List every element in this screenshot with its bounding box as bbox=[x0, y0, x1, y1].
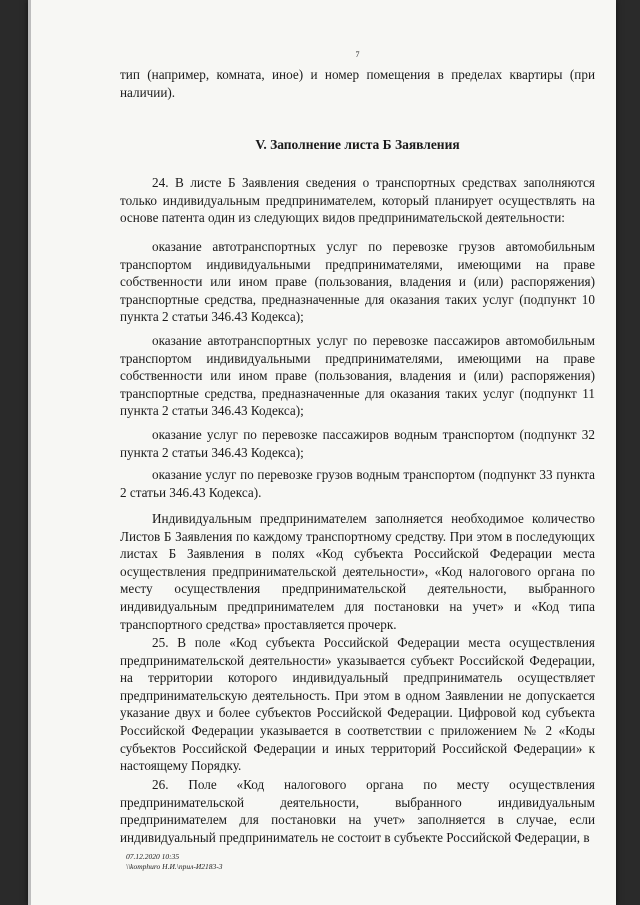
document-page bbox=[28, 0, 616, 905]
footer-timestamp: 07.12.2020 10:35 bbox=[126, 852, 180, 861]
list-item-cargo-water: оказание услуг по перевозке грузов водным транспортом (подпункт 33 пункта 2 статьи 346.43 Кодекса). bbox=[120, 467, 595, 500]
page-number: 7 bbox=[355, 50, 360, 59]
list-item-passenger-water: оказание услуг по перевозке пассажиров водным транспортом (подпункт 32 пункта 2 статьи 346.43 Кодекса); bbox=[120, 427, 595, 460]
paragraph-continuation: тип (например, комната, иное) и номер помещения в пределах квартиры (при наличии). bbox=[120, 67, 595, 100]
list-item-passenger-auto: оказание автотранспортных услуг по перевозке пассажиров автомобильным транспортом индивидуальными предпринимателями, имеющими на праве собственности или ином праве (пользования, владения и (или) распоряжения) транспортные средства, предназначенные для оказания таких услуг (подпункт 11 пункта 2 статьи 346.43 Кодекса); bbox=[120, 333, 595, 419]
footer-file-path: \\komphuro Н.И.\прил-И2183-3 bbox=[126, 862, 223, 871]
page-edge bbox=[28, 0, 31, 905]
paragraph-26: 26. Поле «Код налогового органа по месту осуществления предпринимательской деятельности, выбранного индивидуальным предпринимателем для постановки на учет» заполняется в случае, если индивидуальный предприниматель не состоит в субъекте Российской Федерации, в bbox=[120, 777, 595, 845]
paragraph-individual-entrepreneur: Индивидуальным предпринимателем заполняется необходимое количество Листов Б Заявления по каждому транспортному средству. При этом в последующих листах Б Заявления в полях «Код субъекта Российской Федерации места осуществления предпринимательской деятельности», «Код налогового органа по месту осуществления предпринимательской деятельности, выбранного индивидуальным предпринимателем для постановки на учет» и «Код типа транспортного средства» проставляется прочерк. bbox=[120, 511, 595, 632]
paragraph-25: 25. В поле «Код субъекта Российской Федерации места осуществления предпринимательской деятельности» указывается субъект Российской Федерации, на территории которого индивидуальный предприниматель осуществляет предпринимательскую деятельность. При этом в одном Заявлении не допускается указание двух и более субъектов Российской Федерации. Цифровой код субъекта Российской Федерации указывается в соответствии с приложением № 2 «Коды субъектов Российской Федерации и иных территорий Российской Федерации» к настоящему Порядку. bbox=[120, 635, 595, 774]
page-content bbox=[120, 0, 595, 905]
section-heading: V. Заполнение листа Б Заявления bbox=[255, 137, 460, 152]
document-footer bbox=[126, 852, 223, 872]
paragraph-24: 24. В листе Б Заявления сведения о транспортных средствах заполняются только индивидуальным предпринимателем, который планирует осуществлять на основе патента один из следующих видов предпринимательской деятельности: bbox=[120, 175, 595, 226]
list-item-cargo-auto: оказание автотранспортных услуг по перевозке грузов автомобильным транспортом индивидуальными предпринимателями, имеющими на праве собственности или ином праве (пользования, владения и (или) распоряжения) транспортные средства, предназначенные для оказания таких услуг (подпункт 10 пункта 2 статьи 346.43 Кодекса); bbox=[120, 239, 595, 325]
